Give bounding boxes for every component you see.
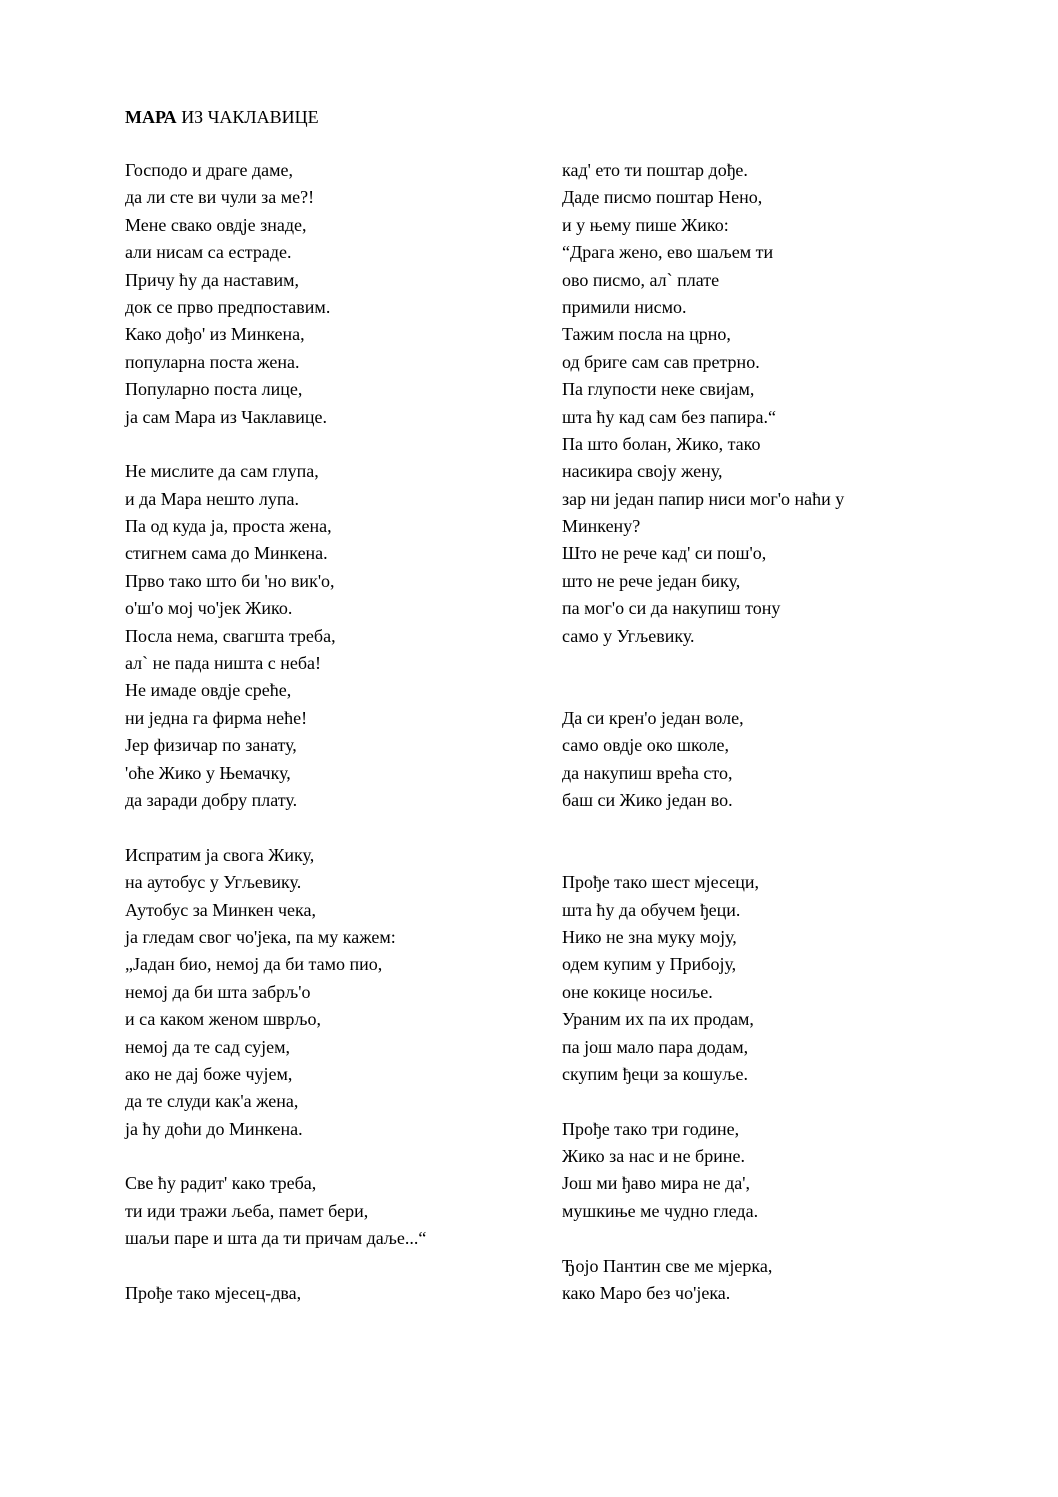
poem-line: ал` не пада ништа с неба! [125,653,321,674]
poem-line: Ђојо Пантин све ме мјерка, [562,1255,773,1276]
stanza-gap [562,1088,844,1115]
poem-line: “Драга жено, ево шаљем ти [562,242,774,263]
poem-line: Прође тако шест мјесеци, [562,872,760,893]
poem-title-rest: ИЗ ЧАКЛАВИЦЕ [176,107,319,127]
poem-line: зар ни један папир ниси мог'о наћи у [562,488,845,509]
poem-line: Па глупости неке свијам, [562,379,755,400]
poem-line: да накупиш врећа сто, [562,762,733,783]
poem-line: Па што болан, Жико, тако [562,433,761,454]
left-stanza [125,1170,426,1252]
poem-line: како Маро без чо'јека. [562,1283,731,1304]
stanza-gap [125,1143,426,1170]
poem-line: ја гледам свог чо'јека, па му кажем: [125,926,396,947]
poem-title [125,106,319,128]
poem-line: само у Угљевику. [562,625,695,646]
poem-line: Све ћу радит' како треба, [125,1173,317,1194]
poem-line: 'оће Жико у Њемачку, [125,762,291,783]
poem-title-bold: МАРА [125,107,177,127]
poem-line: мушкиње ме чудно гледа. [562,1200,759,1221]
poem-line: о'ш'о мој чо'јек Жико. [125,598,293,619]
poem-line: да те слуди как'а жена, [125,1091,299,1112]
poem-line: Господо и драге даме, [125,160,293,180]
poem-line: Мене свако овдје знаде, [125,214,307,235]
poem-line: Да си крен'о један воле, [562,707,744,728]
stanza-gap [562,814,844,869]
stanza-gap [562,650,844,705]
poem-line: па још мало пара додам, [562,1036,749,1057]
poem-line: Минкену? [562,516,641,537]
poem-line: Што не рече кад' си пош'о, [562,543,767,564]
stanza-gap [125,814,426,841]
poem-line: да ли сте ви чули за ме?! [125,187,315,208]
poem-line: Не имаде овдје среће, [125,680,292,701]
stanza-gap [125,431,426,458]
poem-line: Прво тако што би 'но вик'о, [125,570,335,591]
poem-line: Аутобус за Минкен чека, [125,899,316,920]
poem-line: на аутобус у Угљевику. [125,872,302,893]
poem-line: Популарно поста лице, [125,379,303,400]
poem-line: немој да те сад сујем, [125,1036,291,1057]
poem-line: популарна поста жена. [125,351,300,372]
poem-line: ти иди тражи љеба, памет бери, [125,1200,369,1221]
right-stanza [562,1253,844,1308]
poem-line: и да Мара нешто лупа. [125,488,299,509]
poem-line: Па од куда ја, проста жена, [125,516,332,537]
poem-line: Прође тако мјесец-два, [125,1283,302,1304]
poem-line: Не мислите да сам глупа, [125,461,319,482]
poem-line: шта ћу кад сам без папира.“ [562,406,777,427]
poem-line: шаљи паре и шта да ти причам даље...“ [125,1228,427,1249]
poem-line: ја сам Мара из Чаклавице. [125,406,327,427]
poem-line: Прође тако три године, [562,1118,740,1139]
poem-line: кад' ето ти поштар дође. [562,160,748,180]
poem-line: Ураним их па их продам, [562,1009,754,1030]
poem-line: стигнем сама до Минкена. [125,543,328,564]
poem-line: баш си Жико један во. [562,790,733,810]
left-column [125,157,426,1307]
stanza-gap [125,1253,426,1280]
poem-line: ово писмо, ал` плате [562,269,720,290]
right-column [562,157,844,1307]
poem-line: Како дођо' из Минкена, [125,324,305,345]
poem-line: одем купим у Прибоју, [562,954,737,975]
poem-line: скупим ђеци за кошуље. [562,1063,748,1084]
left-stanza [125,157,426,431]
poem-line: оне кокице носиље. [562,981,713,1002]
right-stanza [562,705,844,815]
poem-line: ни једна га фирма неће! [125,707,308,728]
poem-line: насикира своју жену, [562,461,723,482]
poem-line: Испратим ја свога Жику, [125,844,315,865]
poem-line: Причу ћу да наставим, [125,269,300,290]
poem-line: само овдје око школе, [562,735,730,756]
left-stanza [125,1280,426,1307]
poem-line: да заради добру плату. [125,789,298,810]
left-stanza [125,458,426,814]
poem-line: примили нисмо. [562,296,687,317]
poem-line: Жико за нас и не брине. [562,1146,745,1167]
poem-line: ја ћу доћи до Минкена. [125,1118,303,1139]
poem-line: али нисам са естраде. [125,242,292,263]
poem-line: Посла нема, свагшта треба, [125,625,336,646]
poem-line: Јер физичар по занату, [125,735,297,756]
right-stanza [562,157,844,650]
poem-line: шта ћу да обучем ђеци. [562,899,741,920]
poem-line: Још ми ђаво мира не да', [562,1173,750,1194]
poem-line: и у њему пише Жико: [562,214,729,235]
right-stanza [562,1116,844,1226]
poem-line: Тажим посла на црно, [562,324,731,345]
poem-line: „Јадан био, немој да би тамо пио, [125,954,383,975]
poem-line: што не рече један бику, [562,570,741,591]
poem-line: немој да би шта забрљ'о [125,981,311,1002]
poem-line: Нико не зна муку моју, [562,926,737,947]
poem-line: Даде писмо поштар Нено, [562,187,763,208]
poem-line: ако не дај боже чујем, [125,1063,293,1084]
right-stanza [562,869,844,1088]
poem-line: од бриге сам сав претрно. [562,351,760,372]
left-stanza [125,842,426,1143]
poem-line: па мог'о си да накупиш тону [562,598,781,619]
stanza-gap [562,1225,844,1252]
poem-line: док се прво предпоставим. [125,296,331,317]
poem-line: и са каком женом шврљо, [125,1009,321,1030]
